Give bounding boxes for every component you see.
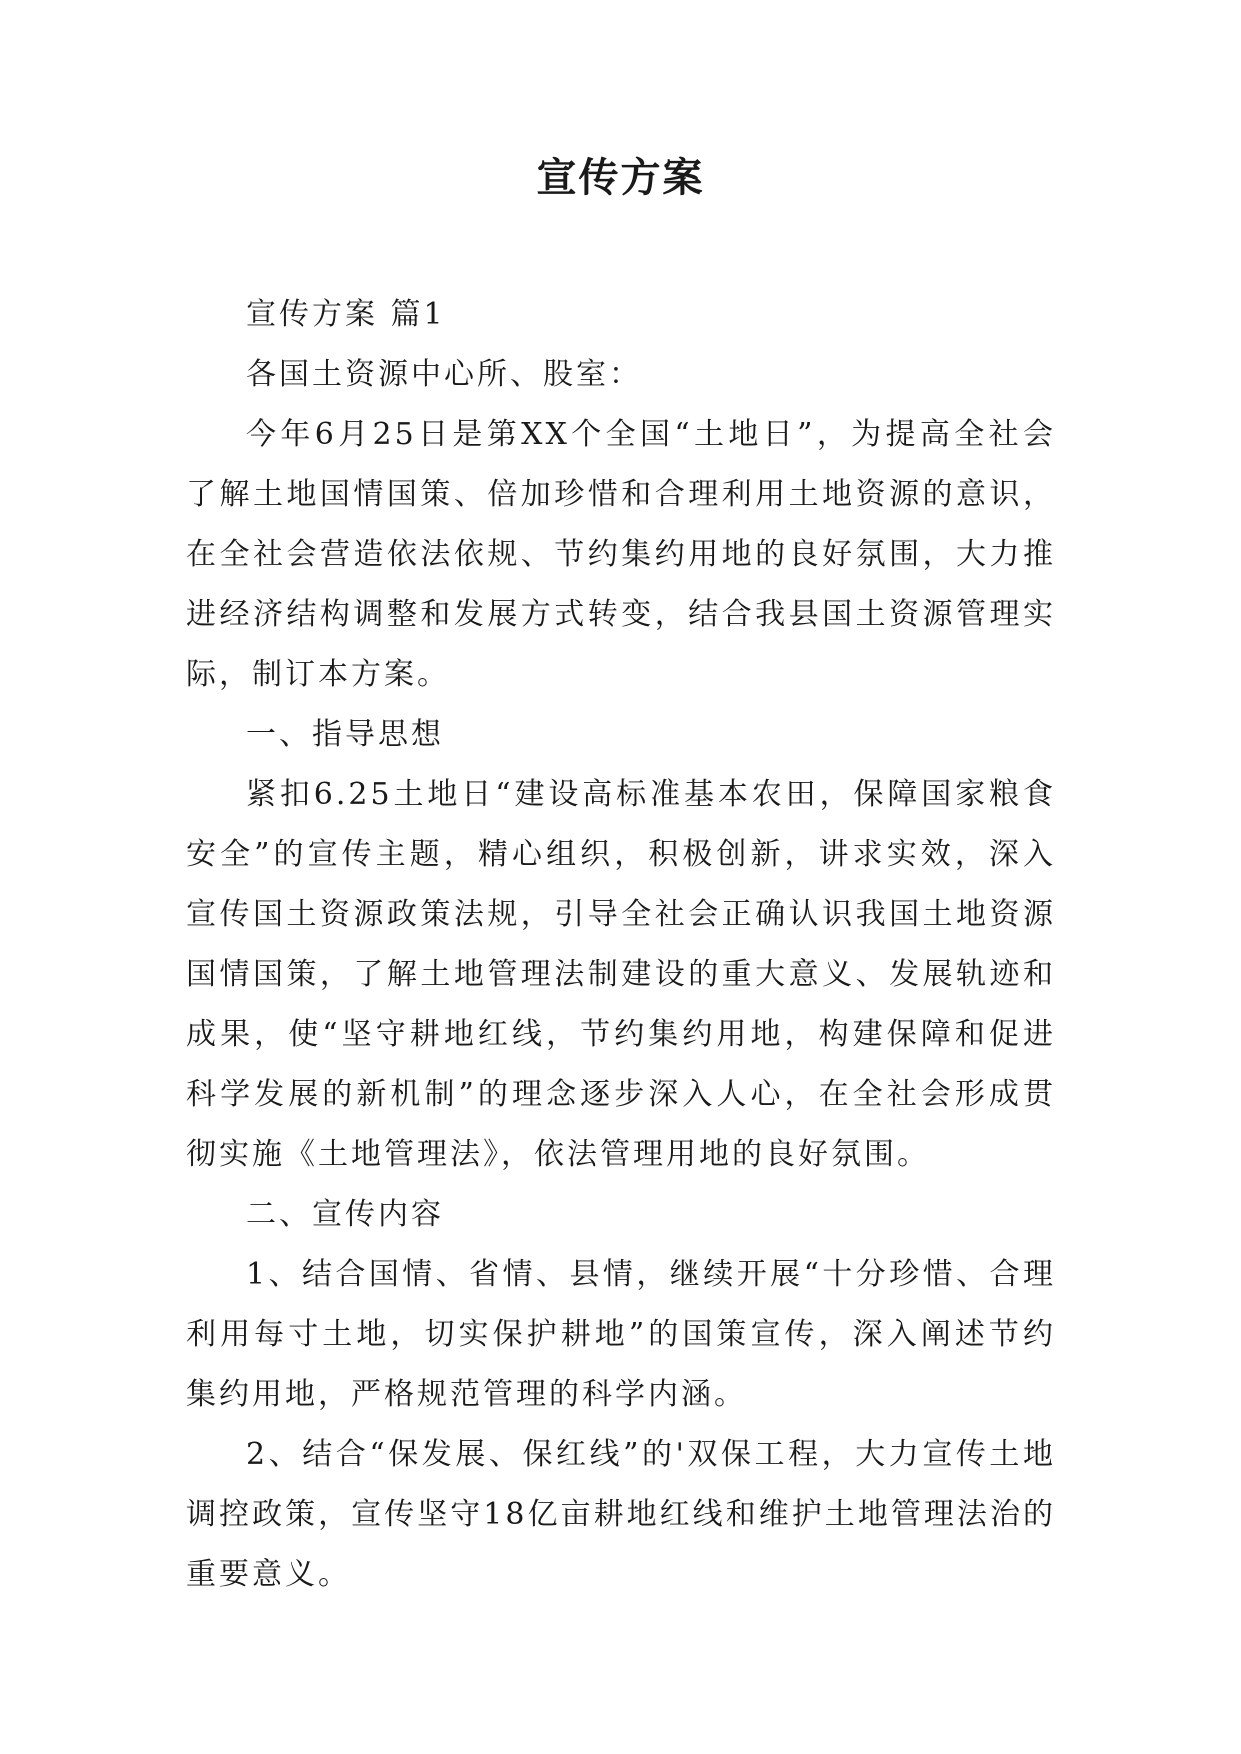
- paragraph-content-item-1: 1、结合国情、省情、县情，继续开展“十分珍惜、合理利用每寸土地，切实保护耕地”的国策宣传，深入阐述节约集约用地，严格规范管理的科学内涵。: [186, 1257, 1056, 1412]
- heading-publicity-content: 二、宣传内容: [246, 1197, 444, 1232]
- section-heading-part-1: 宣传方案 篇1: [246, 297, 446, 332]
- document-title: 宣传方案: [536, 154, 705, 201]
- paragraph-content-item-2: 2、结合“保发展、保红线”的'双保工程，大力宣传土地调控政策，宣传坚守18亿亩耕地红线和维护土地管理法治的重要意义。: [186, 1437, 1056, 1592]
- heading-guiding-ideology: 一、指导思想: [246, 717, 444, 752]
- paragraph-guiding-ideology: 紧扣6.25土地日“建设高标准基本农田，保障国家粮食安全”的宣传主题，精心组织，积极创新，讲求实效，深入宣传国土资源政策法规，引导全社会正确认识我国土地资源国情国策，了解土地管理法制建设的重大意义、发展轨迹和成果，使“坚守耕地红线，节约集约用地，构建保障和促进科学发展的新机制”的理念逐步深入人心，在全社会形成贯彻实施《土地管理法》，依法管理用地的良好氛围。: [186, 777, 1056, 1172]
- addressee-line: 各国土资源中心所、股室：: [246, 357, 642, 392]
- intro-paragraph: 今年6月25日是第XX个全国“土地日”，为提高全社会了解土地国情国策、倍加珍惜和合理利用土地资源的意识，在全社会营造依法依规、节约集约用地的良好氛围，大力推进经济结构调整和发展方式转变，结合我县国土资源管理实际，制订本方案。: [186, 417, 1056, 692]
- document-body: [186, 285, 1056, 1605]
